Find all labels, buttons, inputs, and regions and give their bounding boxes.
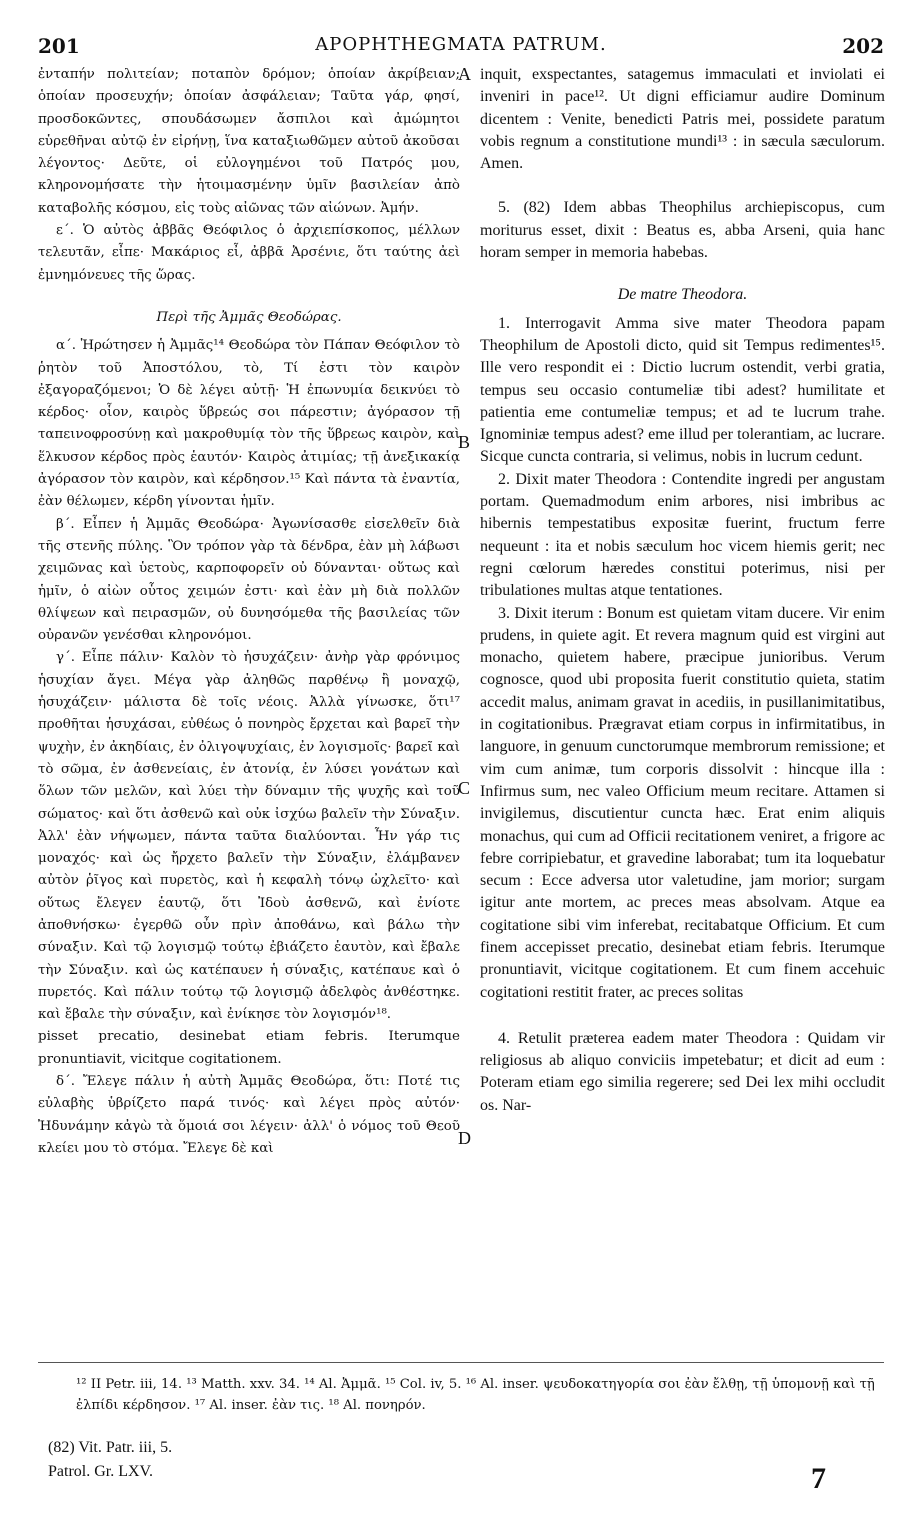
source-reference-line-2: Patrol. Gr. LXV. [48, 1463, 154, 1480]
page-number-left: 201 [38, 34, 80, 58]
margin-marker-d: D [458, 1128, 471, 1148]
greek-paragraph-5: ε΄. Ὁ αὐτὸς ἀββᾶς Θεόφιλος ὁ ἀρχιεπίσκοπος, μέλλων τελευτᾶν, εἶπε· Μακάριος εἶ, ἀββᾶ Ἀρσένιε, ὅτι ταύτης ἀεὶ ἐμνημόνευες τῆς ὥρας. [38, 223, 460, 283]
latin-apophthegm-3: 3. Dixit iterum : Bonum est quietam vitam ducere. Vir enim prudens, in quiete agit. Et revera magnum quid est virgini aut monacho, quietem habere, præcipue junioribus. Verum cognosce, quod ubi proposita fuerit constitutio quieta, statim accedit malus, animam gravat in acediis, in pusillanimitatibus, in cogitationibus. Prægravat etiam corpus in infirmitatibus, in languore, in genuum cunctorumque membrorum remissione; et vim cum animæ, tum corporis dissolvit : hincque illa : Infirmus sum, nec valeo Officium meum recitare. Attamen si invigilemus, discutientur cuncta hæc. Erat enim aliquis monachus, qui cum ad Officii recitationem veniret, a frigore ac febre corripiebatur, et gravedine laborabat; tum ita loquebatur secum : Ecce adversa utor valetudine, jam morior; surgam igitur ante mortem, ac preces meas absolvam. Atque ea cogitatione sibi vim inferebat, recitabatque Officium. Et cum finem accepisset precatio, desinebat etiam febris. Iterumque pronuntiavit, vicitque cogitationem. Et cum finem accehuic cogitationi restitit frater, ac preces solitas [480, 604, 885, 1001]
latin-apophthegm-2: 2. Dixit mater Theodora : Contendite ingredi per angustam portam. Quemadmodum enim arbores, nisi imbribus ac hibernis tempestatibus expositæ fuerint, fructum ferre nequeunt : ita et nobis sæculum hoc vicem hiemis gerit; nec regni cœlorum hæredes constitui poterimus, nisi per tribulationes multas atque tentationes. [480, 470, 885, 600]
greek-paragraph-1: ἐνταπήν πολιτείαν; ποταπὸν δρόμον; ὁποίαν ἀκρίβειαν; ὁποίαν προσευχήν; ὁποίαν ἀσφάλειαν; Ταῦτα γάρ, φησί, προσδοκῶντες, σπουδάσωμεν ἄσπιλοι καὶ ἀμώμητοι εὑρεθῆναι αὐτῷ ἐν εἰρήνῃ, ἵνα καταξιωθῶμεν αὐτοῦ ἀκοῦσαι λέγοντος· Δεῦτε, οἱ εὐλογημένοι τοῦ Πατρός μου, κληρονομήσατε τὴν ἡτοιμασμένην ὑμῖν βασιλείαν ἀπὸ καταβολῆς κόσμου, εἰς τοὺς αἰῶνας τῶν αἰώνων. Ἀμήν. [38, 67, 460, 216]
latin-apophthegm-4: 4. Retulit præterea eadem mater Theodora : Quidam vir religiosus ab aliquo conviciis impetebatur; et dicit ad eum : Poteram etiam ego similia regerere; sed Dei lex mihi occludit os. Nar- [480, 1029, 885, 1114]
greek-latin-tail: pisset precatio, desinebat etiam febris. Iterumque pronuntiavit, vicitque cogitationem. [38, 1029, 460, 1067]
signature-mark: 7 [811, 1462, 826, 1495]
running-title: APOPHTHEGMATA PATRUM. [315, 34, 607, 55]
greek-apophthegm-1: α΄. Ἠρώτησεν ἡ Ἀμμᾶς¹⁴ Θεοδώρα τὸν Πάπαν Θεόφιλον τὸ ῥητὸν τοῦ Ἀποστόλου, τὸ, Τί ἐστι τὸν καιρὸν ἐξαγοραζόμενοι; Ὁ δὲ λέγει αὐτῇ· Ἡ ἐπωνυμία δεικνύει τὸ κέρδος· οἷον, καιρὸς ὕβρεώς σοι πάρεστιν; ἀγόρασον τῇ ταπεινοφροσύνῃ καὶ μακροθυμίᾳ τὸν τῆς ὕβρεως καιρὸν, καὶ ἕλκυσον κέρδος πρὸς ἑαυτόν· Καιρὸς ἀτιμίας; τῇ ἀνεξικακίᾳ ἀγόρασον τὸν καιρὸν, καὶ κέρδησον.¹⁵ Καὶ πάντα τὰ ἐναντία, ἐὰν θέλωμεν, κέρδη γίνονται ἡμῖν. [38, 338, 460, 510]
footnote-rule [38, 1362, 884, 1363]
latin-paragraph-5: 5. (82) Idem abbas Theophilus archiepiscopus, cum moriturus esset, dixit : Beatus es, abba Arseni, quia hanc horam semper in memoria habebas. [480, 199, 885, 262]
greek-column [38, 64, 460, 1160]
latin-column [480, 64, 885, 1117]
margin-marker-b: B [458, 432, 471, 452]
greek-apophthegm-3: γ΄. Εἶπε πάλιν· Καλὸν τὸ ἡσυχάζειν· ἀνὴρ γὰρ φρόνιμος ἡσυχίαν ἄγει. Μέγα γὰρ ἀληθῶς παρθένῳ ἢ μοναχῷ, ἡσυχάζειν· μάλιστα δὲ τοῖς νέοις. Ἀλλὰ γίνωσκε, ὅτι¹⁷ προθῆται ἡσυχάσαι, εὐθέως ὁ πονηρὸς ἔρχεται καὶ βαρεῖ τὴν ψυχὴν, ἐν ἀκηδίαις, ἐν ὀλιγοψυχίαις, ἐν λογισμοῖς· βαρεῖ καὶ τὸ σῶμα, ἐν ἀσθενείαις, ἐν ἀτονίᾳ, ἐν λύσει γονάτων καὶ ὅλων τῶν μελῶν, καὶ λύει τὴν δύναμιν τῆς ψυχῆς καὶ τοῦ σώματος· καὶ ὅτι ἀσθενῶ καὶ οὐκ ἰσχύω βαλεῖν τὴν Σύναξιν. Ἀλλ' ἐὰν νήψωμεν, πάντα ταῦτα διαλύονται. Ἦν γάρ τις μοναχός· καὶ ὡς ἤρχετο βαλεῖν τὴν Σύναξιν, ἐλάμβανεν αὐτὸν ῥῖγος καὶ πυρετὸς, καὶ ἡ κεφαλὴ τόνῳ ὠχλεῖτο· καὶ οὕτως ἔλεγεν ἑαυτῷ, ὅτι Ἰδοὺ ἀσθενῶ, καὶ ἐνίοτε ἀποθνήσκω· ἐγερθῶ οὖν πρὶν ἀποθάνω, καὶ βάλω τὴν σύναξιν. Καὶ τῷ λογισμῷ τούτῳ ἐβιάζετο ἑαυτὸν, καὶ ἔβαλε τὴν Σύναξιν. καὶ ὡς κατέπαυεν ἡ σύναξις, κατέπαυε καὶ ὁ πυρετός. Καὶ πάλιν τούτῳ τῷ λογισμῷ ἀδελφὸς ἀνθέστηκε. καὶ ἔβαλε τὴν σύναξιν, καὶ ἐνίκησε τὸν λογισμόν¹⁸. [38, 650, 460, 1023]
margin-marker-a: A [458, 64, 471, 84]
footnotes: ¹² II Petr. iii, 14. ¹³ Matth. xxv. 34. ¹⁴ Al. Ἀμμᾶ. ¹⁵ Col. iv, 5. ¹⁶ Al. inser. ψευδοκατηγορία σοι ἐὰν ἔλθῃ, τῇ ὑπομονῇ καὶ τῇ ἐλπίδι κέρδησον. ¹⁷ Al. inser. ἐὰν τις. ¹⁸ Al. πονηρόν. [76, 1377, 875, 1413]
latin-apophthegm-1: 1. Interrogavit Amma sive mater Theodora papam Theophilum de Apostoli dicto, quid sit Tempus redimentes¹⁵. Ille vero respondit ei : Dictio lucrum ostendit, verbi gratia, tempus seu occasio contumeliæ tibi adest? humilitate et patientia eme contumeliæ tempus; et ad te lucrum trahe. Ignominiæ tempus adest? eme illud per tolerantiam, ac lucrare. Sicque cuncta contraria, si velimus, nobis in lucrum cedunt. [480, 314, 885, 466]
source-reference [48, 1436, 172, 1484]
margin-marker-c: C [458, 778, 471, 798]
latin-paragraph-1: inquit, exspectantes, satagemus immaculati et inviolati ei inveniri in pace¹². Ut digni efficiamur audire Dominum dicentem : Venite, benedicti Patris mei, possidete paratum vobis regnum a constitutione mundi¹³ : in sæcula sæculorum. Amen. [480, 66, 885, 173]
greek-section-title: Περὶ τῆς Ἀμμᾶς Θεοδώρας. [156, 309, 342, 325]
greek-apophthegm-4: δ΄. Ἔλεγε πάλιν ἡ αὐτὴ Ἀμμᾶς Θεοδώρα, ὅτι: Ποτέ τις εὐλαβὴς ὑβρίζετο παρά τινός· καὶ λέγει πρὸς αὐτόν· Ἠδυνάμην κἀγὼ τὰ ὅμοιά σοι λέγειν· ἀλλ' ὁ νόμος τοῦ Θεοῦ κλείει μου τὸ στόμα. Ἔλεγε δὲ καὶ [38, 1074, 460, 1156]
source-reference-line-1: (82) Vit. Patr. iii, 5. [48, 1439, 173, 1456]
latin-section-title: De matre Theodora. [617, 286, 748, 304]
page-number-right: 202 [842, 34, 884, 58]
greek-apophthegm-2: β΄. Εἶπεν ἡ Ἀμμᾶς Θεοδώρα· Ἀγωνίσασθε εἰσελθεῖν διὰ τῆς στενῆς πύλης. Ὃν τρόπον γὰρ τὰ δένδρα, ἐὰν μὴ λάβωσι χειμῶνας καὶ ὑετοὺς, καρποφορεῖν οὐ δύνανται· οὕτως καὶ ἡμῖν, ὁ αἰὼν οὗτος χειμών ἐστι· καὶ ἐὰν μὴ διὰ πολλῶν θλίψεων καὶ πειρασμῶν, οὐ δυνησόμεθα τῆς βασιλείας τῶν οὐρανῶν γενέσθαι κληρονόμοι. [38, 516, 460, 644]
